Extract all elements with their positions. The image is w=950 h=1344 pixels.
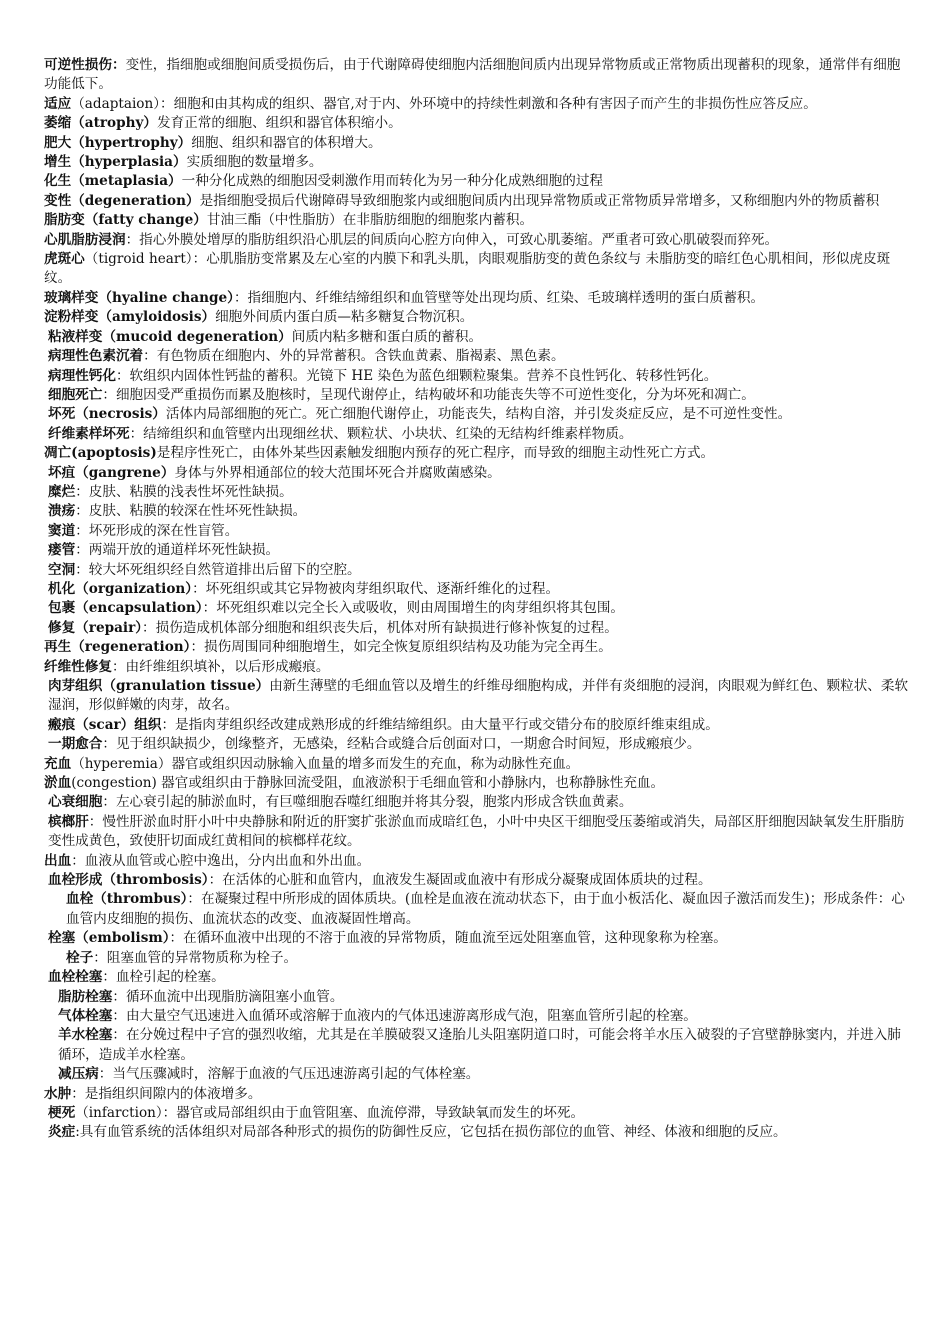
entry-definition: 身体与外界相通部位的较大范围坏死合并腐败菌感染。 — [174, 464, 501, 481]
glossary-entry — [44, 153, 910, 172]
entry-term: 血栓栓塞 — [48, 969, 103, 986]
entry-term: 再生（regeneration） — [44, 639, 191, 656]
entry-term: 一期愈合 — [48, 736, 103, 753]
entry-definition: ：两端开放的通道样坏死性缺损。 — [75, 542, 280, 559]
entry-term: 槟榔肝 — [48, 813, 89, 830]
entry-definition: 甘油三酯（中性脂肪）在非脂肪细胞的细胞浆内蓄积。 — [206, 212, 534, 229]
glossary-entry — [44, 561, 910, 580]
entry-definition: ：在循环血液中出现的不溶于血液的异常物质，随血流至远处阻塞血管，这种现象称为栓塞。 — [169, 930, 727, 947]
entry-definition: ：坏死形成的深在性盲管。 — [75, 522, 239, 539]
entry-term: 瘘管 — [48, 542, 76, 559]
glossary-entry — [44, 1123, 910, 1142]
entry-term: 糜烂 — [48, 483, 76, 500]
entry-definition: ：左心衰引起的肺淤血时，有巨噬细胞吞噬红细胞并将其分裂，胞浆内形成含铁血黄素。 — [102, 794, 633, 811]
entry-definition: ：皮肤、粘膜的较深在性坏死性缺损。 — [75, 503, 307, 520]
entry-term: 心肌脂肪浸润 — [44, 231, 126, 248]
glossary-entry — [44, 949, 910, 968]
glossary-entry — [44, 871, 910, 890]
entry-term: 凋亡(apoptosis) — [44, 445, 157, 462]
glossary-entry — [44, 114, 910, 133]
entry-definition: ：当气压骤减时，溶解于血液的气压迅速游离引起的气体栓塞。 — [98, 1066, 480, 1083]
entry-term: 增生（hyperplasia） — [44, 154, 187, 171]
entry-term: 瘢痕（scar）组织 — [48, 716, 162, 733]
glossary-entry — [44, 988, 910, 1007]
glossary-entry — [44, 347, 910, 366]
entry-definition: 由新生薄壁的毛细血管以及增生的纤维母细胞构成，并伴有炎细胞的浸润，肉眼观为鲜红色、颗粒状、柔软湿润，形似鲜嫩的肉芽，故名。 — [48, 678, 909, 714]
entry-definition: ：循环血流中出现脂肪滴阻塞小血管。 — [112, 988, 344, 1005]
entry-term: 血栓（thrombus） — [66, 891, 188, 908]
entry-definition: :具有血管系统的活体组织对局部各种形式的损伤的防御性反应，它包括在损伤部位的血管、神经、体液和细胞的反应。 — [75, 1124, 787, 1141]
entry-term: 包裹（encapsulation） — [48, 600, 203, 617]
entry-definition: ：坏死组织难以完全长入或吸收，则由周围增生的肉芽组织将其包围。 — [202, 600, 625, 617]
entry-term: 水肿 — [44, 1085, 72, 1102]
entry-term: 栓塞（embolism） — [48, 930, 170, 947]
glossary-entry — [44, 95, 910, 114]
entry-definition: ：较大坏死组织经自然管道排出后留下的空腔。 — [75, 561, 361, 578]
entry-term: 心衰细胞 — [48, 794, 103, 811]
entry-definition: ：损伤周围同种细胞增生，如完全恢复原组织结构及功能为完全再生。 — [190, 639, 612, 656]
glossary-entry — [44, 619, 910, 638]
entry-term: 羊水栓塞 — [58, 1027, 113, 1044]
entry-definition: (congestion) 器官或组织由于静脉回流受阻，血液淤积于毛细血管和小静脉内，也称静脉性充血。 — [71, 775, 665, 792]
entry-term: 淀粉样变（amyloidosis） — [44, 309, 216, 326]
entry-definition: ：细胞因受严重损伤而累及胞核时，呈现代谢停止，结构破坏和功能丧失等不可逆性变化，分为坏死和凋亡。 — [102, 386, 755, 403]
entry-term: 窦道 — [48, 522, 76, 539]
entry-definition: ：损伤造成机体部分细胞和组织丧失后，机体对所有缺损进行修补恢复的过程。 — [142, 619, 618, 636]
glossary-entry — [44, 522, 910, 541]
glossary-entry — [44, 231, 910, 250]
entry-term: 减压病 — [58, 1066, 99, 1083]
glossary-entry — [44, 929, 910, 948]
entry-definition: ：由纤维组织填补，以后形成瘢痕。 — [111, 658, 330, 675]
glossary-entry — [44, 735, 910, 754]
glossary-entry — [44, 289, 910, 308]
glossary-entry — [44, 211, 910, 230]
entry-definition: ：见于组织缺损少，创缘整齐，无感染，经粘合或缝合后创面对口，一期愈合时间短，形成瘢痕少。 — [102, 736, 701, 753]
entry-definition: ：血栓引起的栓塞。 — [102, 969, 225, 986]
glossary-entry — [44, 968, 910, 987]
entry-term: 血栓形成（thrombosis） — [48, 872, 209, 889]
entry-term: 出血 — [44, 852, 72, 869]
glossary-entry — [44, 658, 910, 677]
entry-definition: ：在活体的心脏和血管内，血液发生凝固或血液中有形成分凝聚成固体质块的过程。 — [208, 872, 712, 889]
entry-term: 淤血 — [44, 775, 72, 792]
glossary-entry — [44, 483, 910, 502]
glossary-entry — [44, 716, 910, 735]
entry-definition: 变性，指细胞或细胞间质受损伤后，由于代谢障碍使细胞内活细胞间质内出现异常物质或正常物质出现蓄积的现象，通常伴有细胞功能低下。 — [44, 57, 901, 93]
entry-definition: 实质细胞的数量增多。 — [186, 154, 323, 171]
entry-term: 病理性色素沉着 — [48, 348, 144, 365]
glossary-entry — [44, 890, 910, 929]
entry-definition: 活体内局部细胞的死亡。死亡细胞代谢停止，功能丧失，结构自溶，并引发炎症反应，是不可逆性变性。 — [165, 406, 792, 423]
entry-definition: ：是指组织间隙内的体液增多。 — [71, 1085, 262, 1102]
glossary-entry — [44, 599, 910, 618]
glossary-entry — [44, 56, 910, 95]
entry-term: 脂肪变（fatty change） — [44, 212, 207, 229]
entry-definition: ：在凝聚过程中所形成的固体质块。(血栓是血液在流动状态下，由于血小板活化、凝血因子激活而发生)；形成条件：心血管内皮细胞的损伤、血流状态的改变、血液凝固性增高。 — [66, 891, 905, 927]
entry-definition: ：在分娩过程中子宫的强烈收缩，尤其是在羊膜破裂又逢胎儿头阻塞阴道口时，可能会将羊水压入破裂的子宫壁静脉窦内，并进入肺循环，造成羊水栓塞。 — [58, 1027, 901, 1063]
glossary-entry — [44, 541, 910, 560]
entry-definition: 一种分化成熟的细胞因受刺激作用而转化为另一种分化成熟细胞的过程 — [181, 173, 604, 190]
entry-definition: 是指细胞受损后代谢障碍导致细胞浆内或细胞间质内出现异常物质或正常物质异常增多，又称细胞内外的物质蓄积 — [199, 192, 880, 209]
glossary-entry — [44, 192, 910, 211]
glossary-entry — [44, 1007, 910, 1026]
entry-definition: ：指细胞内、纤维结缔组织和血管壁等处出现均质、红染、毛玻璃样透明的蛋白质蓄积。 — [233, 289, 765, 306]
entry-term: 坏死（necrosis） — [48, 406, 166, 423]
entry-term: 脂肪栓塞 — [58, 988, 113, 1005]
glossary-entry — [44, 638, 910, 657]
entry-term: 梗死 — [48, 1104, 76, 1121]
entry-definition: 细胞外间质内蛋白质—粘多糖复合物沉积。 — [215, 309, 474, 326]
entry-definition: 发育正常的细胞、组织和器官体积缩小。 — [156, 115, 402, 132]
entry-definition: 间质内粘多糖和蛋白质的蓄积。 — [291, 328, 483, 345]
entry-definition: 细胞、组织和器官的体积增大。 — [191, 134, 382, 151]
entry-term: 玻璃样变（hyaline change） — [44, 289, 234, 306]
entry-definition: ：是指肉芽组织经改建成熟形成的纤维结缔组织。由大量平行或交错分布的胶原纤维束组成。 — [161, 716, 719, 733]
entry-definition: （hyperemia）器官或组织因动脉输入血量的增多而发生的充血，称为动脉性充血。 — [71, 755, 580, 772]
entry-term: 肉芽组织（granulation tissue） — [48, 678, 270, 694]
entry-term: 炎症 — [48, 1124, 76, 1141]
glossary-entry — [44, 677, 910, 716]
entry-definition: ：皮肤、粘膜的浅表性坏死性缺损。 — [75, 483, 293, 500]
glossary-entry — [44, 250, 910, 289]
entry-definition: ：有色物质在细胞内、外的异常蓄积。含铁血黄素、脂褐素、黑色素。 — [143, 348, 565, 365]
entry-term: 病理性钙化 — [48, 367, 116, 384]
entry-definition: ：坏死组织或其它异物被肉芽组织取代、逐渐纤维化的过程。 — [192, 580, 560, 597]
entry-definition: （tigroid heart）：心肌脂肪变常累及左心室的内膜下和乳头肌，肉眼观脂肪变的黄色条纹与 未脂肪变的暗红色心肌相间，形似虎皮斑纹。 — [44, 251, 891, 287]
glossary-entry — [44, 852, 910, 871]
glossary-entry — [44, 755, 910, 774]
glossary-entry — [44, 386, 910, 405]
glossary-entry — [44, 813, 910, 852]
entry-definition: ：软组织内固体性钙盐的蓄积。光镜下 HE 染色为蓝色细颗粒聚集。营养不良性钙化、转移性钙化。 — [115, 367, 718, 384]
entry-definition: ：结缔组织和血管壁内出现细丝状、颗粒状、小块状、红染的无结构纤维素样物质。 — [129, 425, 633, 442]
entry-term: 纤维素样坏死 — [48, 425, 130, 442]
entry-term: 气体栓塞 — [58, 1007, 113, 1024]
glossary-entry — [44, 580, 910, 599]
entry-term: 修复（repair） — [48, 619, 143, 636]
entry-definition: （infarction）：器官或局部组织由于血管阻塞、血流停滞，导致缺氧而发生的坏死。 — [75, 1104, 585, 1121]
entry-term: 变性（degeneration） — [44, 192, 200, 209]
entry-term: 化生（metaplasia） — [44, 173, 182, 190]
glossary-entry — [44, 1065, 910, 1084]
glossary-entry — [44, 464, 910, 483]
entry-term: 萎缩（atrophy） — [44, 115, 157, 132]
glossary-document — [44, 56, 910, 1143]
glossary-entry — [44, 405, 910, 424]
glossary-entry — [44, 502, 910, 521]
glossary-entry — [44, 1104, 910, 1123]
entry-term: 栓子 — [66, 949, 94, 966]
glossary-entry — [44, 328, 910, 347]
glossary-entry — [44, 308, 910, 327]
glossary-entry — [44, 425, 910, 444]
entry-term: 空洞 — [48, 561, 76, 578]
glossary-entry — [44, 1026, 910, 1065]
entry-term: 纤维性修复 — [44, 658, 112, 675]
entry-definition: ：血液从血管或心腔中逸出，分内出血和外出血。 — [71, 852, 371, 869]
entry-term: 充血 — [44, 755, 72, 772]
entry-term: 溃疡 — [48, 503, 76, 520]
entry-definition: （adaptaion）：细胞和由其构成的组织、器官,对于内、外环境中的持续性刺激和各种有害因子而产生的非损伤性应答反应。 — [71, 95, 817, 112]
entry-term: 细胞死亡 — [48, 386, 103, 403]
glossary-entry — [44, 367, 910, 386]
entry-term: 肥大（hypertrophy） — [44, 134, 192, 151]
entry-term: 虎斑心 — [44, 251, 85, 268]
entry-term: 粘液样变（mucoid degeneration） — [48, 328, 292, 345]
entry-term: 可逆性损伤： — [44, 57, 126, 73]
entry-term: 机化（organization） — [48, 580, 193, 597]
entry-definition: ：由大量空气迅速进入血循环或溶解于血液内的气体迅速游离形成气泡，阻塞血管所引起的栓塞。 — [112, 1007, 697, 1024]
glossary-entry — [44, 134, 910, 153]
glossary-entry — [44, 774, 910, 793]
glossary-entry — [44, 172, 910, 191]
entry-term: 坏疽（gangrene） — [48, 464, 175, 481]
entry-term: 适应 — [44, 95, 72, 112]
entry-definition: 是程序性死亡，由体外某些因素触发细胞内预存的死亡程序，而导致的细胞主动性死亡方式。 — [156, 445, 715, 462]
glossary-entry — [44, 1085, 910, 1104]
glossary-entry — [44, 793, 910, 812]
entry-definition: ：指心外膜处增厚的脂肪组织沿心肌层的间质向心腔方向伸入，可致心肌萎缩。严重者可致心肌破裂而猝死。 — [125, 231, 779, 248]
entry-definition: ：阻塞血管的异常物质称为栓子。 — [93, 949, 298, 966]
glossary-entry — [44, 444, 910, 463]
entry-definition: ：慢性肝淤血时肝小叶中央静脉和附近的肝窦扩张淤血而成暗红色，小叶中央区干细胞受压萎缩或消失，局部区肝细胞因缺氧发生肝脂肪变性成黄色，致使肝切面成红黄相间的槟榔样花纹。 — [48, 813, 905, 850]
